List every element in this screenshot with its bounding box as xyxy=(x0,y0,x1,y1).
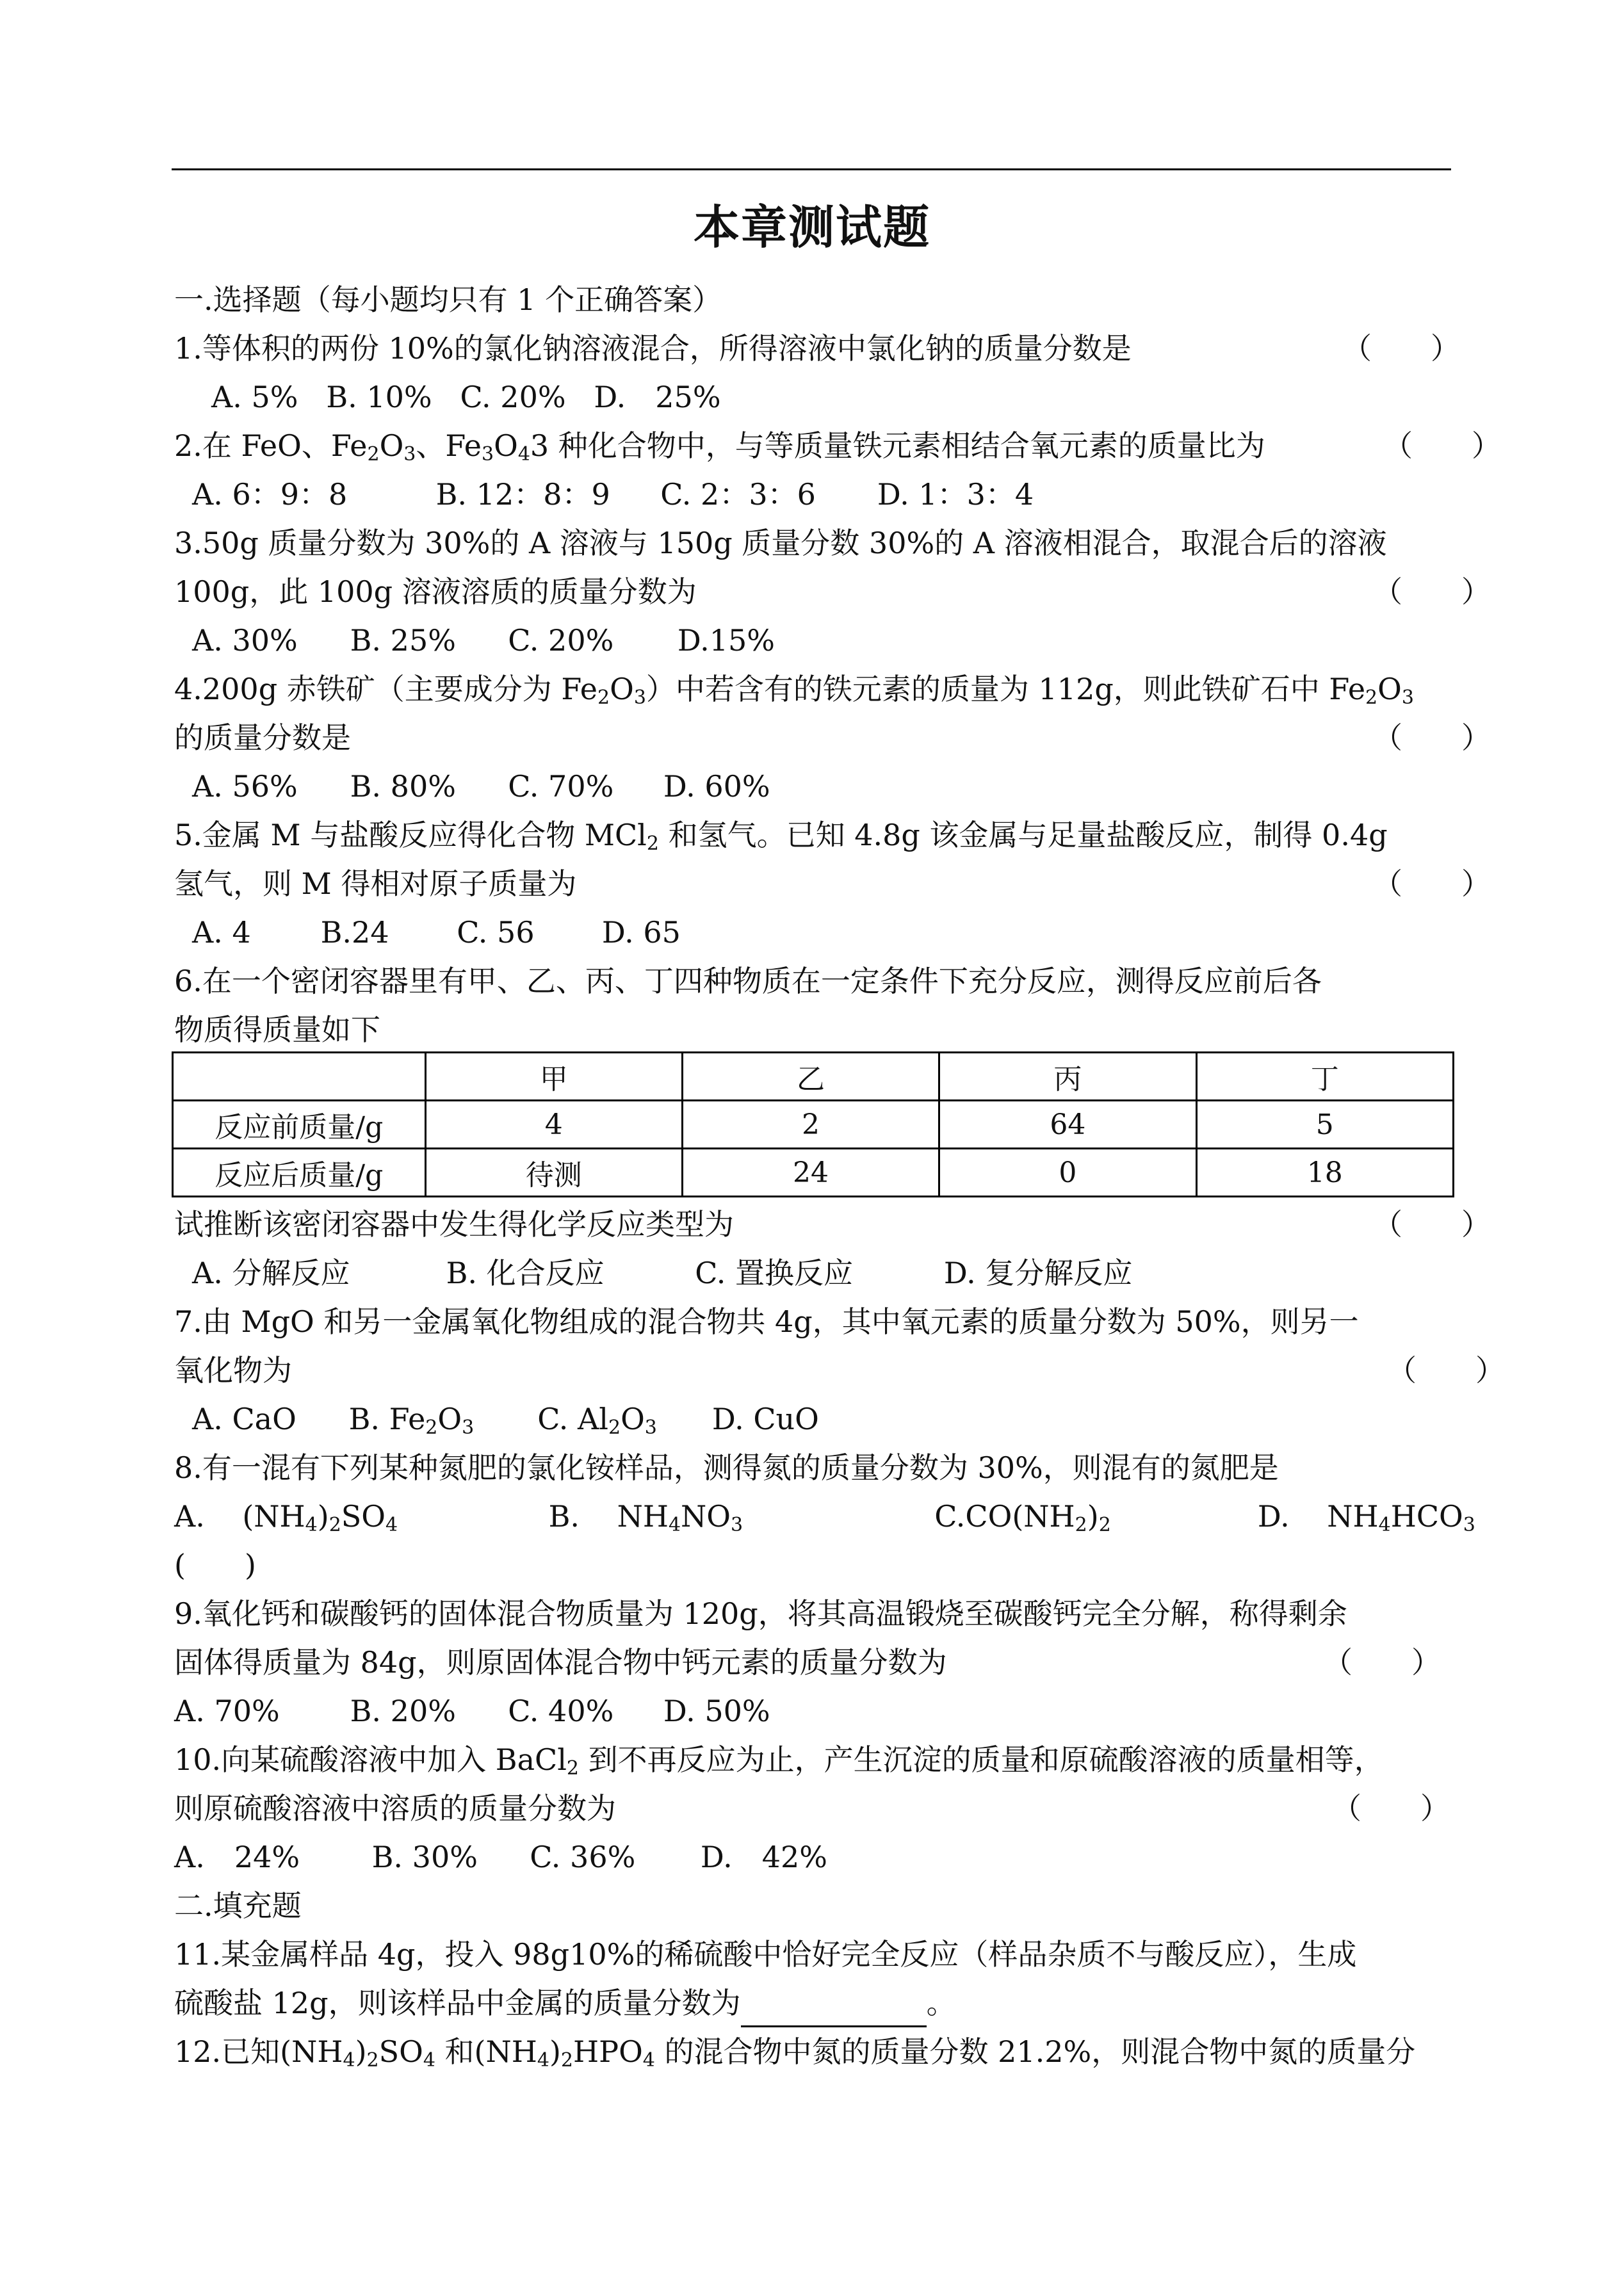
header-rule xyxy=(172,168,1451,170)
option-d: D. 复分解反应 xyxy=(943,1256,1133,1290)
option-d: D.15% xyxy=(677,623,775,658)
section-heading: 二.填充题 xyxy=(174,1888,302,1923)
question-8: 8.有一混有下列某种氮肥的氯化铵样品，测得氮的质量分数为 30%，则混有的氮肥是 xyxy=(174,1450,1279,1485)
table-cell: 4 xyxy=(425,1101,682,1149)
question-5: 5.金属 M 与盐酸反应得化合物 MCl$_2$ 和氢气。已知 4.8g 该金属与足量盐酸反应，制得 0.4g xyxy=(174,818,1388,855)
question-10-options xyxy=(174,1833,827,1881)
section-heading: 一.选择题（每小题均只有 1 个正确答案） xyxy=(174,282,722,317)
option-d: D. 42% xyxy=(700,1840,827,1874)
question-4-line-2: 的质量分数是 xyxy=(174,720,351,755)
question-3-line-2: 100g，此 100g 溶液溶质的质量分数为 xyxy=(174,574,697,609)
option-a: A. 分解反应 xyxy=(192,1256,350,1290)
table-header-cell xyxy=(173,1053,426,1101)
option-a: A. 5% xyxy=(211,380,298,414)
table-header-cell: 甲 xyxy=(425,1053,682,1101)
question-9: 9.氧化钙和碳酸钙的固体混合物质量为 120g，将其高温锻烧至碳酸钙完全分解，称得剩余 xyxy=(174,1596,1347,1631)
question-10: 10.向某硫酸溶液中加入 BaCl$_2$ 到不再反应为止，产生沉淀的质量和原硫酸溶液的质量相等， xyxy=(174,1742,1384,1780)
answer-paren: （ ） xyxy=(1373,866,1491,901)
question-6-line-2: 物质得质量如下 xyxy=(174,1012,380,1047)
answer-paren: （ ） xyxy=(1383,428,1501,463)
question-7-options xyxy=(192,1395,819,1443)
question-9-line-2: 固体得质量为 84g，则原固体混合物中钙元素的质量分数为 xyxy=(174,1645,947,1680)
table-cell: 18 xyxy=(1196,1149,1453,1197)
question-2: 2.在 FeO、$Fe_2O_3$、$Fe_3O_43$ 种化合物中，与等质量铁元素相结合氧元素的质量比为 xyxy=(174,428,1265,466)
answer-paren: （ ） xyxy=(1342,331,1460,366)
option-c: C. 置换反应 xyxy=(695,1256,854,1290)
table-row xyxy=(173,1149,1454,1197)
option-d: D. $NH_4HCO_3$ xyxy=(1257,1499,1475,1536)
question-10-line-2: 则原硫酸溶液中溶质的质量分数为 xyxy=(174,1791,616,1826)
option-d: D. 25% xyxy=(594,380,721,414)
option-b: B. 30% xyxy=(371,1840,478,1874)
option-b: B. 20% xyxy=(350,1694,456,1728)
table-cell: 24 xyxy=(682,1149,939,1197)
answer-paren: （ ） xyxy=(1323,1645,1441,1680)
table-cell: 2 xyxy=(682,1101,939,1149)
table-header-cell: 丙 xyxy=(939,1053,1196,1101)
question-12: 12.已知$(NH_4)_2SO_4$ 和$(NH_4)_2HPO_4$ 的混合物中氮的质量分数 21.2%，则混合物中氮的质量分 xyxy=(174,2034,1416,2072)
question-1-options xyxy=(211,373,721,421)
option-b: B.24 xyxy=(320,915,389,950)
question-5-line-2: 氢气，则 M 得相对原子质量为 xyxy=(174,866,577,901)
option-a: A. $(NH_4)_2SO_4$ xyxy=(174,1499,398,1536)
option-a: A. 24% xyxy=(174,1840,300,1874)
question-9-options xyxy=(174,1687,770,1735)
option-c: C. 56 xyxy=(457,915,535,950)
question-11: 11.某金属样品 4g，投入 98g10%的稀硫酸中恰好完全反应（样品杂质不与酸反应），生成 xyxy=(174,1937,1357,1972)
question-8-options xyxy=(174,1492,1475,1541)
option-b: B. 12：8：9 xyxy=(435,477,610,512)
option-b: B. 80% xyxy=(350,769,456,804)
option-d: D. 1：3：4 xyxy=(877,477,1034,512)
option-a: A. CaO xyxy=(192,1402,296,1436)
question-1: 1.等体积的两份 10%的氯化钠溶液混合，所得溶液中氯化钠的质量分数是 xyxy=(174,331,1132,366)
option-d: D. CuO xyxy=(711,1402,819,1436)
answer-paren: ( ) xyxy=(174,1548,256,1582)
question-7: 7.由 MgO 和另一金属氧化物组成的混合物共 4g，其中氧元素的质量分数为 50%，则另一 xyxy=(174,1304,1359,1339)
option-c: C. 40% xyxy=(508,1694,614,1728)
option-d: D. 65 xyxy=(601,915,681,950)
option-c: $C.CO(NH_2)_2$ xyxy=(934,1499,1111,1536)
question-4-options xyxy=(192,762,770,811)
option-c: C. 70% xyxy=(508,769,614,804)
question-3: 3.50g 质量分数为 30%的 A 溶液与 150g 质量分数 30%的 A 溶液相混合，取混合后的溶液 xyxy=(174,526,1387,560)
page-title: 本章测试题 xyxy=(693,200,930,254)
table-cell: 反应前质量/g xyxy=(173,1101,426,1149)
question-11-line-2: 硫酸盐 12g，则该样品中金属的质量分数为 。 xyxy=(174,1979,956,2027)
table-cell: 反应后质量/g xyxy=(173,1149,426,1197)
question-7-line-2: 氧化物为 xyxy=(174,1353,292,1388)
option-c: C. 20% xyxy=(508,623,614,658)
option-b: B. 25% xyxy=(350,623,456,658)
option-c: C. $Al_2O_3$ xyxy=(537,1402,657,1439)
question-6-line-3: 试推断该密闭容器中发生得化学反应类型为 xyxy=(174,1207,734,1242)
option-a: A. 6：9：8 xyxy=(192,477,348,512)
question-6: 6.在一个密闭容器里有甲、乙、丙、丁四种物质在一定条件下充分反应，测得反应前后各 xyxy=(174,964,1322,998)
question-6-options xyxy=(192,1249,1132,1297)
option-a: A. 30% xyxy=(192,623,298,658)
answer-paren: （ ） xyxy=(1373,574,1491,609)
answer-paren: （ ） xyxy=(1373,1207,1491,1242)
question-2-options xyxy=(192,470,1034,519)
option-b: B. 化合反应 xyxy=(446,1256,605,1290)
question-4: 4.200g 赤铁矿（主要成分为 $Fe_2O_3$）中若含有的铁元素的质量为 112g，则此铁矿石中 $Fe_2O_3$ xyxy=(174,672,1414,709)
option-c: C. 36% xyxy=(530,1840,636,1874)
mass-table xyxy=(172,1051,1454,1197)
table-header-cell: 乙 xyxy=(682,1053,939,1101)
option-b: B. $NH_4NO_3$ xyxy=(548,1499,743,1536)
option-b: B. 10% xyxy=(326,380,432,414)
option-a: A. 70% xyxy=(174,1694,280,1728)
answer-paren: （ ） xyxy=(1373,720,1491,755)
table-cell: 64 xyxy=(939,1101,1196,1149)
table-cell: 0 xyxy=(939,1149,1196,1197)
table-cell: 待测 xyxy=(425,1149,682,1197)
question-3-options xyxy=(192,616,775,665)
option-d: D. 50% xyxy=(663,1694,770,1728)
question-5-options xyxy=(192,908,681,957)
answer-paren: （ ） xyxy=(1387,1353,1505,1388)
option-b: B. $Fe_2O_3$ xyxy=(348,1402,475,1439)
option-a: A. 56% xyxy=(192,769,298,804)
answer-paren: （ ） xyxy=(1332,1791,1450,1826)
option-a: A. 4 xyxy=(192,915,251,950)
option-c: C. 2：3：6 xyxy=(660,477,816,512)
answer-blank[interactable] xyxy=(741,1993,927,2027)
table-cell: 5 xyxy=(1196,1101,1453,1149)
table-row xyxy=(173,1101,1454,1149)
table-header-cell: 丁 xyxy=(1196,1053,1453,1101)
table-header-row xyxy=(173,1053,1454,1101)
option-d: D. 60% xyxy=(663,769,770,804)
option-c: C. 20% xyxy=(460,380,566,414)
